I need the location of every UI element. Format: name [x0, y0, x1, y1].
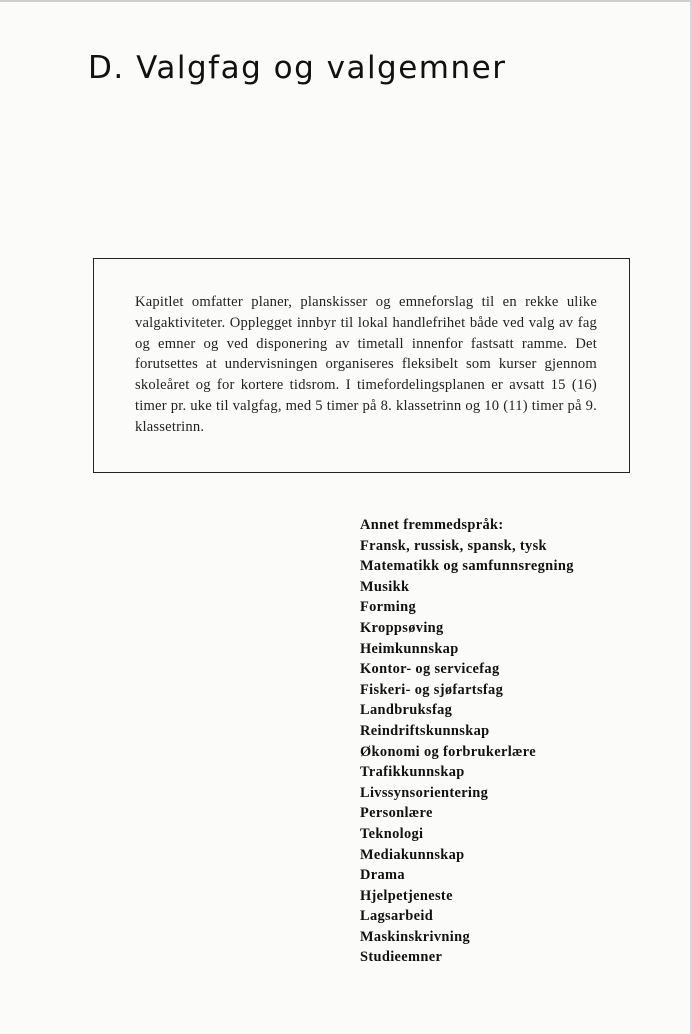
- subject-item: Teknologi: [360, 825, 424, 842]
- subject-item: Livssynsorientering: [360, 784, 489, 801]
- page-top-edge: [0, 0, 692, 2]
- subject-item: Matematikk og samfunnsregning: [360, 558, 574, 575]
- subject-item: Kroppsøving: [360, 619, 444, 636]
- subject-item: Kontor- og servicefag: [360, 661, 500, 678]
- subject-item: Studieemner: [360, 949, 443, 966]
- subject-item: Forming: [360, 599, 417, 616]
- subject-item: Landbruksfag: [360, 702, 453, 719]
- subject-item: Mediakunnskap: [360, 846, 465, 863]
- intro-box: [93, 258, 630, 473]
- subject-item: Fiskeri- og sjøfartsfag: [360, 681, 504, 698]
- intro-paragraph: Kapitlet omfatter planer, planskisser og emneforslag til en rekke ulike valgaktiviteter. Opplegget innbyr til lokal handlefrihet både ved valg av fag og emner og ved disponering av timetall innenfor fastsatt ramme. Det forutsettes at undervisningen organiseres fleksibelt som kurser gjennom skoleåret og for kortere tidsrom. I timefordelingsplanen er avsatt 15 (16) timer pr. uke til valgfag, med 5 timer på 8. klassetrinn og 10 (11) timer på 9. klassetrinn.: [135, 294, 597, 435]
- subject-item: Økonomi og forbrukerlære: [360, 743, 537, 760]
- subject-item: Fransk, russisk, spansk, tysk: [360, 537, 547, 554]
- subject-item: Heimkunnskap: [360, 640, 459, 657]
- subject-item: Trafikkunnskap: [360, 764, 465, 781]
- subject-item: Lagsarbeid: [360, 908, 434, 925]
- subject-item: Reindriftskunnskap: [360, 722, 490, 739]
- subject-list: [360, 515, 574, 968]
- subject-item: Hjelpetjeneste: [360, 887, 453, 904]
- subject-item: Personlære: [360, 805, 433, 822]
- subject-item: Drama: [360, 867, 405, 884]
- subject-item: Annet fremmedspråk:: [360, 517, 504, 533]
- subject-item: Musikk: [360, 578, 410, 595]
- page-title: D. Valgfag og valgemner: [88, 50, 507, 86]
- subject-item: Maskinskrivning: [360, 928, 471, 945]
